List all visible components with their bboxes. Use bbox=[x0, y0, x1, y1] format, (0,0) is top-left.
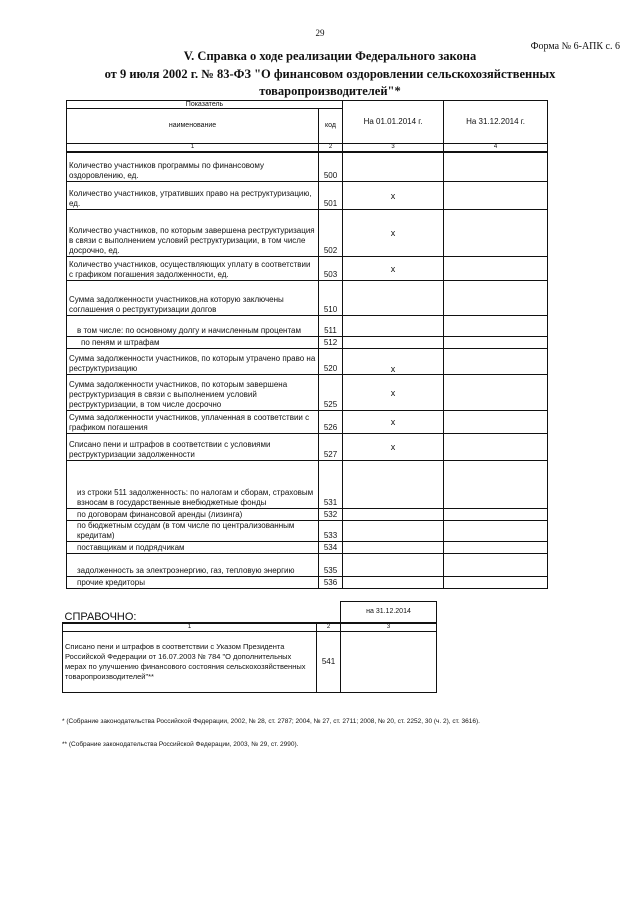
cell-value[interactable] bbox=[444, 461, 548, 509]
table-row bbox=[67, 281, 548, 316]
ref-col-number-2: 2 bbox=[317, 623, 341, 632]
row-name: Списано пени и штрафов в соответствии с Указом Президента Российской Федерации от 16.07.2003 № 784 "О дополнительных мерах по улучшению финансового состояния сельскохозяйственных товаропроизводителей"** bbox=[63, 632, 317, 693]
row-code: 525 bbox=[319, 375, 343, 411]
col-number-3: 3 bbox=[343, 144, 444, 153]
row-code: 531 bbox=[319, 461, 343, 509]
header-name: наименование bbox=[67, 109, 319, 144]
row-code: 501 bbox=[319, 182, 343, 210]
header-indicator: Показатель bbox=[67, 101, 343, 109]
cell-value[interactable] bbox=[343, 461, 444, 509]
cell-value[interactable] bbox=[444, 182, 548, 210]
col-number-1: 1 bbox=[67, 144, 319, 153]
cell-value[interactable] bbox=[343, 542, 444, 554]
cell-value[interactable] bbox=[343, 316, 444, 337]
table-row bbox=[67, 210, 548, 257]
row-name: по бюджетным ссудам (в том числе по централизованным кредитам) bbox=[67, 521, 319, 542]
cell-value[interactable] bbox=[444, 210, 548, 257]
reference-table bbox=[62, 601, 437, 693]
cell-value[interactable] bbox=[343, 337, 444, 349]
table-row bbox=[67, 461, 548, 509]
cell-x-mark: x bbox=[343, 349, 444, 375]
section-title-line-2: от 9 июля 2002 г. № 83-ФЗ "О финансовом оздоровлении сельскохозяйственных bbox=[104, 67, 556, 81]
cell-value[interactable] bbox=[444, 542, 548, 554]
cell-value[interactable] bbox=[444, 521, 548, 542]
row-code: 526 bbox=[319, 411, 343, 434]
row-name: Сумма задолженности участников,на которую заключены соглашения о реструктуризации долгов bbox=[67, 281, 319, 316]
cell-x-mark: x bbox=[343, 434, 444, 461]
cell-value[interactable] bbox=[343, 554, 444, 577]
cell-value[interactable] bbox=[343, 281, 444, 316]
cell-value[interactable] bbox=[444, 281, 548, 316]
table-row bbox=[67, 542, 548, 554]
cell-value[interactable] bbox=[444, 337, 548, 349]
cell-value[interactable] bbox=[444, 554, 548, 577]
row-code: 532 bbox=[319, 509, 343, 521]
row-code: 535 bbox=[319, 554, 343, 577]
reference-title: СПРАВОЧНО: bbox=[63, 602, 341, 624]
row-name: задолженность за электроэнергию, газ, тепловую энергию bbox=[67, 554, 319, 577]
row-name: Количество участников, осуществляющих уплату в соответствии с графиком погашения задолженности, ед. bbox=[67, 257, 319, 281]
row-name: Сумма задолженности участников, уплаченная в соответствии с графиком погашения bbox=[67, 411, 319, 434]
footnote-2: ** (Собрание законодательства Российской Федерации, 2003, № 29, ст. 2990). bbox=[62, 741, 299, 748]
row-code: 536 bbox=[319, 577, 343, 589]
row-code: 503 bbox=[319, 257, 343, 281]
row-name: из строки 511 задолженность: по налогам и сборам, страховым взносам в государственные внебюджетные фонды bbox=[67, 461, 319, 509]
cell-value[interactable] bbox=[444, 509, 548, 521]
row-name: поставщикам и подрядчикам bbox=[67, 542, 319, 554]
ref-col-number-3: 3 bbox=[341, 623, 437, 632]
cell-value[interactable] bbox=[444, 257, 548, 281]
row-name: Сумма задолженности участников, по которым завершена реструктуризация в связи с выполнением условий реструктуризации, в том числе досрочно bbox=[67, 375, 319, 411]
cell-value[interactable] bbox=[343, 509, 444, 521]
page-number: 29 bbox=[315, 28, 325, 38]
row-name: Сумма задолженности участников, по которым утрачено право на реструктуризацию bbox=[67, 349, 319, 375]
table-row bbox=[67, 521, 548, 542]
cell-value[interactable] bbox=[444, 152, 548, 182]
row-code: 533 bbox=[319, 521, 343, 542]
row-name: Количество участников программы по финансовому оздоровлению, ед. bbox=[67, 152, 319, 182]
cell-value[interactable] bbox=[444, 411, 548, 434]
ref-col-number-1: 1 bbox=[63, 623, 317, 632]
cell-value[interactable] bbox=[444, 316, 548, 337]
cell-value[interactable] bbox=[444, 375, 548, 411]
header-code: код bbox=[319, 109, 343, 144]
reference-date-header: на 31.12.2014 bbox=[341, 602, 437, 624]
table-row bbox=[67, 434, 548, 461]
row-code: 502 bbox=[319, 210, 343, 257]
cell-value[interactable] bbox=[343, 152, 444, 182]
row-name: в том числе: по основному долгу и начисленным процентам bbox=[67, 316, 319, 337]
cell-x-mark: x bbox=[343, 257, 444, 281]
row-name: Количество участников, по которым завершена реструктуризация в связи с выполнением условий реструктуризации, в том числе досрочно, ед. bbox=[67, 210, 319, 257]
reference-row bbox=[63, 632, 437, 693]
table-row bbox=[67, 152, 548, 182]
cell-value[interactable] bbox=[444, 577, 548, 589]
section-title-line-3: товаропроизводителей"* bbox=[259, 84, 401, 98]
cell-value[interactable] bbox=[444, 434, 548, 461]
row-name: прочие кредиторы bbox=[67, 577, 319, 589]
table-row bbox=[67, 509, 548, 521]
row-code: 511 bbox=[319, 316, 343, 337]
row-name: по договорам финансовой аренды (лизинга) bbox=[67, 509, 319, 521]
cell-x-mark: x bbox=[343, 375, 444, 411]
cell-value[interactable] bbox=[341, 632, 437, 693]
row-code: 527 bbox=[319, 434, 343, 461]
table-row bbox=[67, 316, 548, 337]
table-row bbox=[67, 375, 548, 411]
cell-value[interactable] bbox=[343, 521, 444, 542]
footnote-1: * (Собрание законодательства Российской Федерации, 2002, № 28, ст. 2787; 2004, № 27, ст. 2711; 2008, № 20, ст. 2252, 30 (ч. 2), ст. 3616). bbox=[62, 718, 480, 725]
row-code: 500 bbox=[319, 152, 343, 182]
section-title-line-1: V. Справка о ходе реализации Федерального закона bbox=[183, 49, 477, 63]
row-code: 510 bbox=[319, 281, 343, 316]
main-table bbox=[66, 100, 548, 589]
table-row bbox=[67, 577, 548, 589]
cell-x-mark: x bbox=[343, 210, 444, 257]
col-number-4: 4 bbox=[444, 144, 548, 153]
row-code: 541 bbox=[317, 632, 341, 693]
table-row bbox=[67, 257, 548, 281]
row-code: 512 bbox=[319, 337, 343, 349]
table-row bbox=[67, 337, 548, 349]
header-date-1: На 01.01.2014 г. bbox=[343, 101, 444, 144]
row-name: Количество участников, утративших право на реструктуризацию, ед. bbox=[67, 182, 319, 210]
col-number-2: 2 bbox=[319, 144, 343, 153]
row-code: 534 bbox=[319, 542, 343, 554]
form-code: Форма № 6-АПК с. 6 bbox=[530, 41, 620, 52]
table-row bbox=[67, 411, 548, 434]
row-name: Списано пени и штрафов в соответствии с условиями реструктуризации задолженности bbox=[67, 434, 319, 461]
cell-x-mark: x bbox=[343, 411, 444, 434]
row-code: 520 bbox=[319, 349, 343, 375]
table-row bbox=[67, 182, 548, 210]
cell-value[interactable] bbox=[444, 349, 548, 375]
cell-value[interactable] bbox=[343, 577, 444, 589]
cell-x-mark: x bbox=[343, 182, 444, 210]
table-row bbox=[67, 349, 548, 375]
row-name: по пеням и штрафам bbox=[67, 337, 319, 349]
table-row bbox=[67, 554, 548, 577]
header-date-2: На 31.12.2014 г. bbox=[444, 101, 548, 144]
